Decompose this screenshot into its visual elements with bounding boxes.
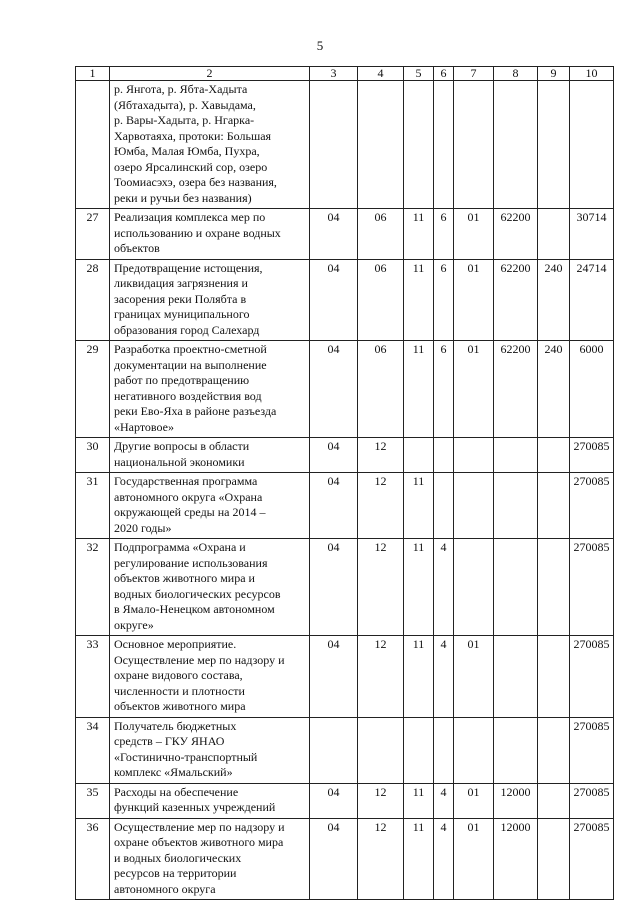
col4-code: 06	[358, 259, 404, 341]
row-name: Основное мероприятие. Осуществление мер по надзору и охране видового состава, численности и плотности объектов животного мира	[110, 636, 310, 718]
col9-code	[538, 717, 570, 783]
table-row	[76, 341, 614, 438]
col3-code: 04	[310, 539, 358, 636]
row-number: 28	[76, 259, 110, 341]
col7-code: 01	[454, 341, 494, 438]
col4-code: 12	[358, 539, 404, 636]
amount: 24714	[570, 259, 614, 341]
col7-code	[454, 473, 494, 539]
row-name: р. Янгота, р. Ябта-Хадыта (Ябтахадыта), р. Хавыдама, р. Вары-Хадыта, р. Нгарка- Харвотаяха, протоки: Большая Юмба, Малая Юмба, Пухра, озеро Ярсалинский сор, озеро Тоомиасэхэ, озера без названия, реки и ручьи без названия)	[110, 81, 310, 209]
col8-code: 12000	[494, 783, 538, 818]
col6-code	[434, 717, 454, 783]
table-row	[76, 259, 614, 341]
col4-code: 06	[358, 341, 404, 438]
col7-code	[454, 717, 494, 783]
table-row	[76, 636, 614, 718]
col3-code: 04	[310, 209, 358, 260]
col6-code: 6	[434, 341, 454, 438]
col3-code: 04	[310, 636, 358, 718]
col5-code: 11	[404, 539, 434, 636]
amount: 270085	[570, 783, 614, 818]
col7-code: 01	[454, 209, 494, 260]
col5-code: 11	[404, 209, 434, 260]
col5-code: 11	[404, 783, 434, 818]
col6-code	[434, 473, 454, 539]
col5-code: 11	[404, 341, 434, 438]
col7-code	[454, 81, 494, 209]
col5-code	[404, 717, 434, 783]
col8-code	[494, 438, 538, 473]
col9-code	[538, 539, 570, 636]
amount: 270085	[570, 636, 614, 718]
table-row	[76, 209, 614, 260]
column-header-10: 10	[570, 67, 614, 81]
row-number: 33	[76, 636, 110, 718]
row-number: 36	[76, 818, 110, 900]
column-header-2: 2	[110, 67, 310, 81]
col4-code: 06	[358, 209, 404, 260]
col7-code	[454, 438, 494, 473]
col6-code: 4	[434, 818, 454, 900]
column-header-3: 3	[310, 67, 358, 81]
col5-code: 11	[404, 473, 434, 539]
col4-code: 12	[358, 636, 404, 718]
col4-code: 12	[358, 818, 404, 900]
budget-table	[75, 66, 614, 900]
col3-code: 04	[310, 818, 358, 900]
col5-code: 11	[404, 818, 434, 900]
col9-code	[538, 783, 570, 818]
col7-code: 01	[454, 259, 494, 341]
col6-code: 4	[434, 783, 454, 818]
col8-code	[494, 636, 538, 718]
column-header-6: 6	[434, 67, 454, 81]
col9-code	[538, 636, 570, 718]
column-header-5: 5	[404, 67, 434, 81]
col4-code: 12	[358, 473, 404, 539]
col5-code	[404, 438, 434, 473]
table-row	[76, 783, 614, 818]
col8-code: 62200	[494, 341, 538, 438]
col4-code: 12	[358, 783, 404, 818]
col9-code	[538, 81, 570, 209]
column-header-7: 7	[454, 67, 494, 81]
col9-code: 240	[538, 259, 570, 341]
col3-code	[310, 717, 358, 783]
table-row	[76, 473, 614, 539]
row-name: Государственная программа автономного округа «Охрана окружающей среды на 2014 – 2020 годы»	[110, 473, 310, 539]
col8-code: 62200	[494, 259, 538, 341]
row-name: Другие вопросы в области национальной экономики	[110, 438, 310, 473]
row-name: Подпрограмма «Охрана и регулирование использования объектов животного мира и водных биологических ресурсов в Ямало-Ненецком автономном округе»	[110, 539, 310, 636]
col6-code	[434, 438, 454, 473]
col6-code: 4	[434, 636, 454, 718]
amount: 6000	[570, 341, 614, 438]
col8-code	[494, 81, 538, 209]
col6-code: 6	[434, 259, 454, 341]
column-header-9: 9	[538, 67, 570, 81]
col4-code: 12	[358, 438, 404, 473]
row-number: 31	[76, 473, 110, 539]
col7-code: 01	[454, 636, 494, 718]
col9-code	[538, 438, 570, 473]
column-header-4: 4	[358, 67, 404, 81]
amount	[570, 81, 614, 209]
col8-code: 12000	[494, 818, 538, 900]
col9-code: 240	[538, 341, 570, 438]
col4-code	[358, 81, 404, 209]
amount: 270085	[570, 818, 614, 900]
col5-code	[404, 81, 434, 209]
col9-code	[538, 818, 570, 900]
table-row	[76, 438, 614, 473]
amount: 270085	[570, 539, 614, 636]
amount: 270085	[570, 717, 614, 783]
row-name: Расходы на обеспечение функций казенных учреждений	[110, 783, 310, 818]
amount: 30714	[570, 209, 614, 260]
column-header-8: 8	[494, 67, 538, 81]
col5-code: 11	[404, 259, 434, 341]
col8-code: 62200	[494, 209, 538, 260]
page-number: 5	[316, 38, 324, 53]
col7-code: 01	[454, 818, 494, 900]
row-name: Реализация комплекса мер по использованию и охране водных объектов	[110, 209, 310, 260]
amount: 270085	[570, 438, 614, 473]
header-row	[76, 67, 614, 81]
col3-code: 04	[310, 473, 358, 539]
table-row	[76, 81, 614, 209]
col7-code	[454, 539, 494, 636]
col6-code: 4	[434, 539, 454, 636]
amount: 270085	[570, 473, 614, 539]
col8-code	[494, 539, 538, 636]
table-row	[76, 818, 614, 900]
row-name: Получатель бюджетных средств – ГКУ ЯНАО «Гостинично-транспортный комплекс «Ямальский»	[110, 717, 310, 783]
row-number	[76, 81, 110, 209]
col3-code: 04	[310, 783, 358, 818]
col4-code	[358, 717, 404, 783]
col9-code	[538, 473, 570, 539]
col6-code: 6	[434, 209, 454, 260]
row-number: 29	[76, 341, 110, 438]
col7-code: 01	[454, 783, 494, 818]
col3-code: 04	[310, 438, 358, 473]
row-number: 30	[76, 438, 110, 473]
table-row	[76, 717, 614, 783]
col8-code	[494, 473, 538, 539]
col9-code	[538, 209, 570, 260]
row-number: 32	[76, 539, 110, 636]
table-row	[76, 539, 614, 636]
col6-code	[434, 81, 454, 209]
col3-code	[310, 81, 358, 209]
col5-code: 11	[404, 636, 434, 718]
column-header-1: 1	[76, 67, 110, 81]
row-name: Предотвращение истощения, ликвидация загрязнения и засорения реки Полябта в границах муниципального образования город Салехард	[110, 259, 310, 341]
row-number: 34	[76, 717, 110, 783]
col8-code	[494, 717, 538, 783]
row-number: 27	[76, 209, 110, 260]
col3-code: 04	[310, 259, 358, 341]
row-number: 35	[76, 783, 110, 818]
row-name: Осуществление мер по надзору и охране объектов животного мира и водных биологических ресурсов на территории автономного округа	[110, 818, 310, 900]
row-name: Разработка проектно-сметной документации на выполнение работ по предотвращению негативного воздействия вод реки Ево-Яха в районе разъезда «Нартовое»	[110, 341, 310, 438]
col3-code: 04	[310, 341, 358, 438]
